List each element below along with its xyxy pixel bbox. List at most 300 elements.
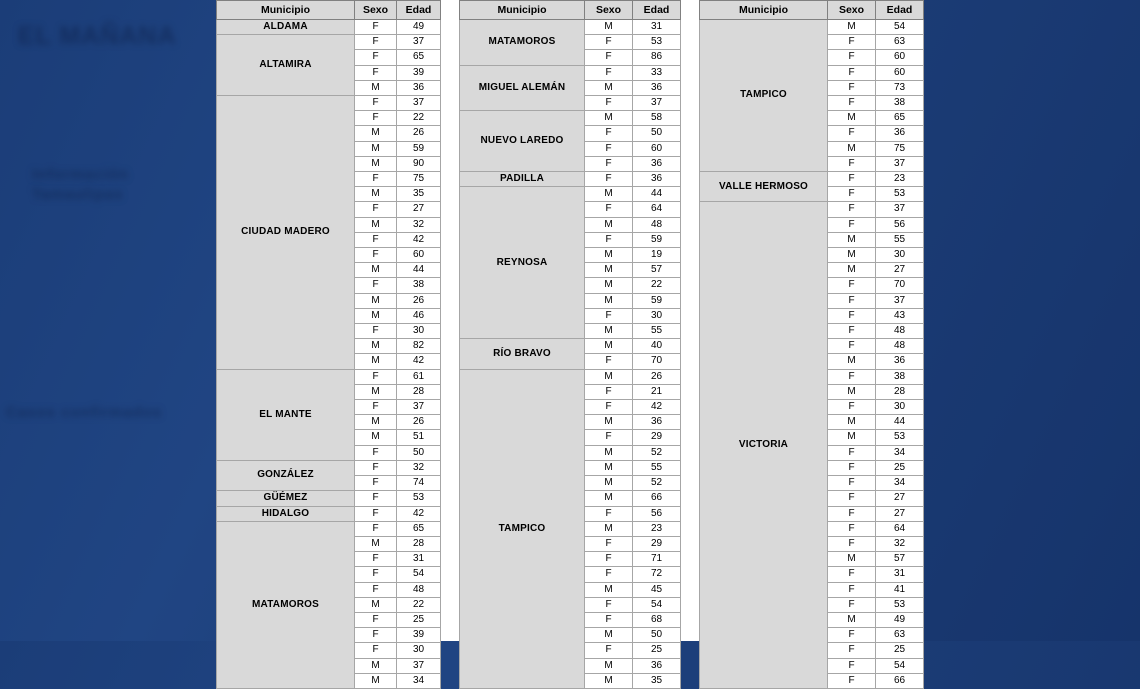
municipio-cell: EL MANTE	[217, 369, 355, 460]
table-row	[217, 35, 441, 50]
edad-cell: 32	[397, 460, 441, 475]
edad-cell: 44	[633, 187, 681, 202]
edad-cell: 39	[397, 65, 441, 80]
sexo-cell: M	[355, 415, 397, 430]
sexo-cell: F	[585, 126, 633, 141]
sexo-cell: F	[585, 35, 633, 50]
edad-cell: 37	[876, 293, 924, 308]
municipio-cell: REYNOSA	[460, 187, 585, 339]
edad-cell: 23	[633, 521, 681, 536]
edad-cell: 33	[633, 65, 681, 80]
edad-cell: 50	[633, 628, 681, 643]
sexo-cell: F	[828, 293, 876, 308]
edad-cell: 63	[876, 35, 924, 50]
edad-cell: 38	[876, 369, 924, 384]
edad-cell: 46	[397, 308, 441, 323]
edad-cell: 22	[633, 278, 681, 293]
sexo-cell: M	[585, 248, 633, 263]
sexo-cell: F	[355, 582, 397, 597]
edad-cell: 61	[397, 369, 441, 384]
sexo-cell: M	[355, 597, 397, 612]
edad-cell: 53	[876, 187, 924, 202]
sexo-cell: F	[828, 217, 876, 232]
edad-cell: 59	[633, 293, 681, 308]
sexo-cell: M	[585, 187, 633, 202]
sexo-cell: F	[355, 445, 397, 460]
table-row	[460, 369, 681, 384]
sexo-cell: F	[355, 248, 397, 263]
municipio-cell: VALLE HERMOSO	[700, 172, 828, 202]
header-edad: Edad	[397, 1, 441, 20]
sexo-cell: M	[585, 582, 633, 597]
sexo-cell: F	[828, 96, 876, 111]
table-block-1	[216, 0, 441, 686]
edad-cell: 30	[633, 308, 681, 323]
sexo-cell: M	[355, 263, 397, 278]
sexo-cell: M	[585, 20, 633, 35]
municipio-cell: NUEVO LAREDO	[460, 111, 585, 172]
table-row	[460, 111, 681, 126]
sexo-cell: M	[585, 278, 633, 293]
edad-cell: 42	[633, 400, 681, 415]
sexo-cell: F	[355, 202, 397, 217]
edad-cell: 65	[397, 50, 441, 65]
sexo-cell: M	[355, 673, 397, 688]
sexo-cell: M	[828, 141, 876, 156]
table-row	[460, 65, 681, 80]
table-body-3	[700, 20, 924, 689]
edad-cell: 55	[633, 324, 681, 339]
municipio-cell: TAMPICO	[700, 20, 828, 172]
edad-cell: 27	[876, 263, 924, 278]
edad-cell: 28	[876, 384, 924, 399]
table-body-2	[460, 20, 681, 689]
edad-cell: 53	[876, 597, 924, 612]
table-row	[700, 202, 924, 217]
edad-cell: 22	[397, 111, 441, 126]
municipio-cell: GÜÉMEZ	[217, 491, 355, 506]
edad-cell: 56	[633, 506, 681, 521]
edad-cell: 34	[876, 476, 924, 491]
sexo-cell: F	[585, 141, 633, 156]
sexo-cell: M	[828, 20, 876, 35]
background-watermark-line2: Tamaulipas	[32, 186, 124, 203]
edad-cell: 26	[397, 126, 441, 141]
sexo-cell: M	[355, 536, 397, 551]
edad-cell: 26	[633, 369, 681, 384]
municipio-cell: ALDAMA	[217, 20, 355, 35]
edad-cell: 29	[633, 536, 681, 551]
sexo-cell: F	[585, 202, 633, 217]
table-row	[217, 96, 441, 111]
edad-cell: 59	[633, 232, 681, 247]
sexo-cell: M	[355, 141, 397, 156]
sexo-cell: F	[828, 400, 876, 415]
sexo-cell: F	[355, 506, 397, 521]
edad-cell: 19	[633, 248, 681, 263]
sexo-cell: M	[355, 126, 397, 141]
edad-cell: 30	[397, 643, 441, 658]
edad-cell: 30	[876, 248, 924, 263]
edad-cell: 55	[876, 232, 924, 247]
edad-cell: 39	[397, 628, 441, 643]
sexo-cell: M	[585, 491, 633, 506]
sexo-cell: F	[828, 597, 876, 612]
edad-cell: 68	[633, 612, 681, 627]
municipio-cell: MIGUEL ALEMÁN	[460, 65, 585, 111]
background-watermark-line1: Información	[32, 166, 129, 183]
sexo-cell: F	[355, 172, 397, 187]
edad-cell: 26	[397, 293, 441, 308]
edad-cell: 71	[633, 552, 681, 567]
edad-cell: 60	[633, 141, 681, 156]
sexo-cell: F	[355, 491, 397, 506]
sexo-cell: M	[585, 217, 633, 232]
sexo-cell: M	[585, 445, 633, 460]
sexo-cell: F	[355, 400, 397, 415]
edad-cell: 32	[397, 217, 441, 232]
edad-cell: 64	[633, 202, 681, 217]
sexo-cell: M	[585, 111, 633, 126]
edad-cell: 57	[633, 263, 681, 278]
sexo-cell: F	[828, 643, 876, 658]
edad-cell: 53	[397, 491, 441, 506]
edad-cell: 60	[397, 248, 441, 263]
sexo-cell: F	[585, 597, 633, 612]
sexo-cell: F	[355, 643, 397, 658]
sexo-cell: M	[828, 263, 876, 278]
edad-cell: 36	[633, 658, 681, 673]
edad-cell: 41	[876, 582, 924, 597]
sexo-cell: F	[828, 324, 876, 339]
edad-cell: 48	[876, 339, 924, 354]
municipio-table-2	[459, 0, 681, 689]
edad-cell: 32	[876, 536, 924, 551]
edad-cell: 56	[876, 217, 924, 232]
sexo-cell: M	[355, 308, 397, 323]
sexo-cell: F	[585, 612, 633, 627]
edad-cell: 52	[633, 445, 681, 460]
edad-cell: 66	[633, 491, 681, 506]
edad-cell: 57	[876, 552, 924, 567]
edad-cell: 73	[876, 80, 924, 95]
edad-cell: 36	[397, 80, 441, 95]
edad-cell: 60	[876, 65, 924, 80]
municipio-cell: TAMPICO	[460, 369, 585, 688]
sexo-cell: F	[355, 111, 397, 126]
edad-cell: 31	[876, 567, 924, 582]
edad-cell: 37	[397, 35, 441, 50]
sexo-cell: M	[355, 384, 397, 399]
sexo-cell: F	[828, 460, 876, 475]
sexo-cell: F	[828, 673, 876, 688]
edad-cell: 35	[633, 673, 681, 688]
sexo-cell: M	[355, 354, 397, 369]
sexo-cell: M	[355, 156, 397, 171]
edad-cell: 63	[876, 628, 924, 643]
edad-cell: 31	[397, 552, 441, 567]
sexo-cell: F	[355, 278, 397, 293]
sexo-cell: F	[828, 536, 876, 551]
edad-cell: 21	[633, 384, 681, 399]
background-watermark-line3: Casos confirmados	[6, 404, 163, 421]
edad-cell: 66	[876, 673, 924, 688]
edad-cell: 27	[876, 506, 924, 521]
sexo-cell: F	[355, 552, 397, 567]
edad-cell: 86	[633, 50, 681, 65]
sexo-cell: M	[828, 232, 876, 247]
sexo-cell: M	[585, 658, 633, 673]
edad-cell: 37	[397, 400, 441, 415]
sexo-cell: M	[355, 80, 397, 95]
edad-cell: 38	[397, 278, 441, 293]
sexo-cell: M	[585, 476, 633, 491]
sexo-cell: M	[585, 324, 633, 339]
table-header-row	[217, 1, 441, 20]
table-row	[217, 491, 441, 506]
edad-cell: 72	[633, 567, 681, 582]
sexo-cell: F	[355, 476, 397, 491]
edad-cell: 37	[876, 156, 924, 171]
sexo-cell: F	[828, 369, 876, 384]
sexo-cell: F	[828, 202, 876, 217]
sexo-cell: F	[828, 50, 876, 65]
sexo-cell: M	[585, 415, 633, 430]
edad-cell: 36	[633, 415, 681, 430]
municipio-cell: ALTAMIRA	[217, 35, 355, 96]
background-watermark-title: EL MAÑANA	[18, 22, 177, 50]
municipio-cell: GONZÁLEZ	[217, 460, 355, 490]
sexo-cell: F	[585, 506, 633, 521]
table-row	[217, 460, 441, 475]
sexo-cell: F	[828, 445, 876, 460]
edad-cell: 37	[397, 96, 441, 111]
sexo-cell: M	[828, 612, 876, 627]
edad-cell: 31	[633, 20, 681, 35]
sexo-cell: M	[355, 217, 397, 232]
sexo-cell: F	[355, 369, 397, 384]
edad-cell: 40	[633, 339, 681, 354]
edad-cell: 30	[876, 400, 924, 415]
edad-cell: 37	[397, 658, 441, 673]
municipio-cell: PADILLA	[460, 172, 585, 187]
edad-cell: 53	[633, 35, 681, 50]
sexo-cell: F	[585, 400, 633, 415]
edad-cell: 30	[397, 324, 441, 339]
header-municipio: Municipio	[217, 1, 355, 20]
sexo-cell: M	[828, 384, 876, 399]
sexo-cell: F	[585, 430, 633, 445]
sexo-cell: M	[828, 552, 876, 567]
sexo-cell: M	[828, 415, 876, 430]
edad-cell: 65	[876, 111, 924, 126]
sexo-cell: F	[355, 567, 397, 582]
sexo-cell: F	[828, 339, 876, 354]
sexo-cell: F	[585, 96, 633, 111]
edad-cell: 59	[397, 141, 441, 156]
edad-cell: 44	[397, 263, 441, 278]
edad-cell: 54	[633, 597, 681, 612]
sexo-cell: F	[585, 172, 633, 187]
edad-cell: 25	[876, 643, 924, 658]
sexo-cell: F	[828, 476, 876, 491]
sexo-cell: F	[828, 308, 876, 323]
edad-cell: 49	[397, 20, 441, 35]
sexo-cell: F	[585, 643, 633, 658]
sexo-cell: M	[828, 354, 876, 369]
table-row	[217, 521, 441, 536]
sexo-cell: F	[828, 156, 876, 171]
edad-cell: 36	[876, 354, 924, 369]
sexo-cell: M	[585, 293, 633, 308]
edad-cell: 82	[397, 339, 441, 354]
edad-cell: 53	[876, 430, 924, 445]
sexo-cell: F	[828, 628, 876, 643]
municipio-cell: MATAMOROS	[460, 20, 585, 66]
sexo-cell: F	[828, 491, 876, 506]
sexo-cell: F	[585, 232, 633, 247]
edad-cell: 55	[633, 460, 681, 475]
edad-cell: 65	[397, 521, 441, 536]
edad-cell: 54	[876, 658, 924, 673]
sexo-cell: F	[585, 536, 633, 551]
sexo-cell: M	[585, 673, 633, 688]
sexo-cell: F	[828, 582, 876, 597]
sexo-cell: F	[828, 506, 876, 521]
edad-cell: 36	[633, 80, 681, 95]
municipio-cell: HIDALGO	[217, 506, 355, 521]
table-row	[460, 187, 681, 202]
sexo-cell: F	[585, 308, 633, 323]
sexo-cell: F	[585, 50, 633, 65]
edad-cell: 58	[633, 111, 681, 126]
sexo-cell: F	[355, 20, 397, 35]
edad-cell: 34	[397, 673, 441, 688]
edad-cell: 23	[876, 172, 924, 187]
table-gap-1	[441, 0, 459, 641]
sexo-cell: F	[828, 187, 876, 202]
sexo-cell: F	[585, 567, 633, 582]
sexo-cell: F	[828, 126, 876, 141]
edad-cell: 37	[633, 96, 681, 111]
header-edad: Edad	[633, 1, 681, 20]
sexo-cell: M	[585, 628, 633, 643]
sexo-cell: F	[355, 65, 397, 80]
edad-cell: 27	[397, 202, 441, 217]
header-sexo: Sexo	[585, 1, 633, 20]
sexo-cell: M	[355, 658, 397, 673]
table-row	[460, 339, 681, 354]
table-row	[217, 369, 441, 384]
edad-cell: 75	[876, 141, 924, 156]
sexo-cell: F	[828, 65, 876, 80]
edad-cell: 48	[397, 582, 441, 597]
table-row	[460, 20, 681, 35]
edad-cell: 90	[397, 156, 441, 171]
sexo-cell: F	[828, 658, 876, 673]
edad-cell: 36	[633, 156, 681, 171]
sexo-cell: F	[828, 521, 876, 536]
edad-cell: 27	[876, 491, 924, 506]
edad-cell: 60	[876, 50, 924, 65]
edad-cell: 28	[397, 384, 441, 399]
municipio-table-1	[216, 0, 441, 689]
edad-cell: 70	[633, 354, 681, 369]
edad-cell: 74	[397, 476, 441, 491]
sexo-cell: F	[355, 324, 397, 339]
edad-cell: 38	[876, 96, 924, 111]
municipio-table-3	[699, 0, 924, 689]
table-header-row	[460, 1, 681, 20]
sexo-cell: F	[355, 50, 397, 65]
edad-cell: 29	[633, 430, 681, 445]
sexo-cell: F	[585, 65, 633, 80]
edad-cell: 36	[876, 126, 924, 141]
table-row	[700, 172, 924, 187]
table-gap-2	[681, 0, 699, 641]
sexo-cell: M	[585, 80, 633, 95]
edad-cell: 42	[397, 354, 441, 369]
edad-cell: 45	[633, 582, 681, 597]
edad-cell: 22	[397, 597, 441, 612]
edad-cell: 48	[633, 217, 681, 232]
edad-cell: 36	[633, 172, 681, 187]
sexo-cell: F	[828, 278, 876, 293]
sexo-cell: F	[355, 232, 397, 247]
table-row	[700, 20, 924, 35]
municipio-cell: RÍO BRAVO	[460, 339, 585, 369]
table-row	[217, 20, 441, 35]
municipio-cell: CIUDAD MADERO	[217, 96, 355, 370]
sexo-cell: M	[585, 460, 633, 475]
header-municipio: Municipio	[460, 1, 585, 20]
edad-cell: 50	[397, 445, 441, 460]
edad-cell: 25	[876, 460, 924, 475]
edad-cell: 70	[876, 278, 924, 293]
sexo-cell: M	[355, 187, 397, 202]
table-row	[217, 506, 441, 521]
sexo-cell: M	[585, 263, 633, 278]
sexo-cell: F	[828, 567, 876, 582]
tables-container	[216, 0, 924, 686]
edad-cell: 43	[876, 308, 924, 323]
header-sexo: Sexo	[828, 1, 876, 20]
edad-cell: 64	[876, 521, 924, 536]
table-header-row	[700, 1, 924, 20]
sexo-cell: M	[828, 248, 876, 263]
sexo-cell: F	[828, 80, 876, 95]
edad-cell: 42	[397, 506, 441, 521]
edad-cell: 25	[633, 643, 681, 658]
edad-cell: 51	[397, 430, 441, 445]
sexo-cell: F	[585, 354, 633, 369]
municipio-cell: MATAMOROS	[217, 521, 355, 688]
sexo-cell: F	[585, 156, 633, 171]
sexo-cell: M	[355, 293, 397, 308]
edad-cell: 49	[876, 612, 924, 627]
sexo-cell: F	[828, 35, 876, 50]
header-sexo: Sexo	[355, 1, 397, 20]
table-body-1	[217, 20, 441, 689]
edad-cell: 48	[876, 324, 924, 339]
edad-cell: 35	[397, 187, 441, 202]
sexo-cell: F	[355, 460, 397, 475]
sexo-cell: M	[585, 369, 633, 384]
sexo-cell: F	[585, 552, 633, 567]
sexo-cell: F	[355, 521, 397, 536]
edad-cell: 50	[633, 126, 681, 141]
edad-cell: 75	[397, 172, 441, 187]
